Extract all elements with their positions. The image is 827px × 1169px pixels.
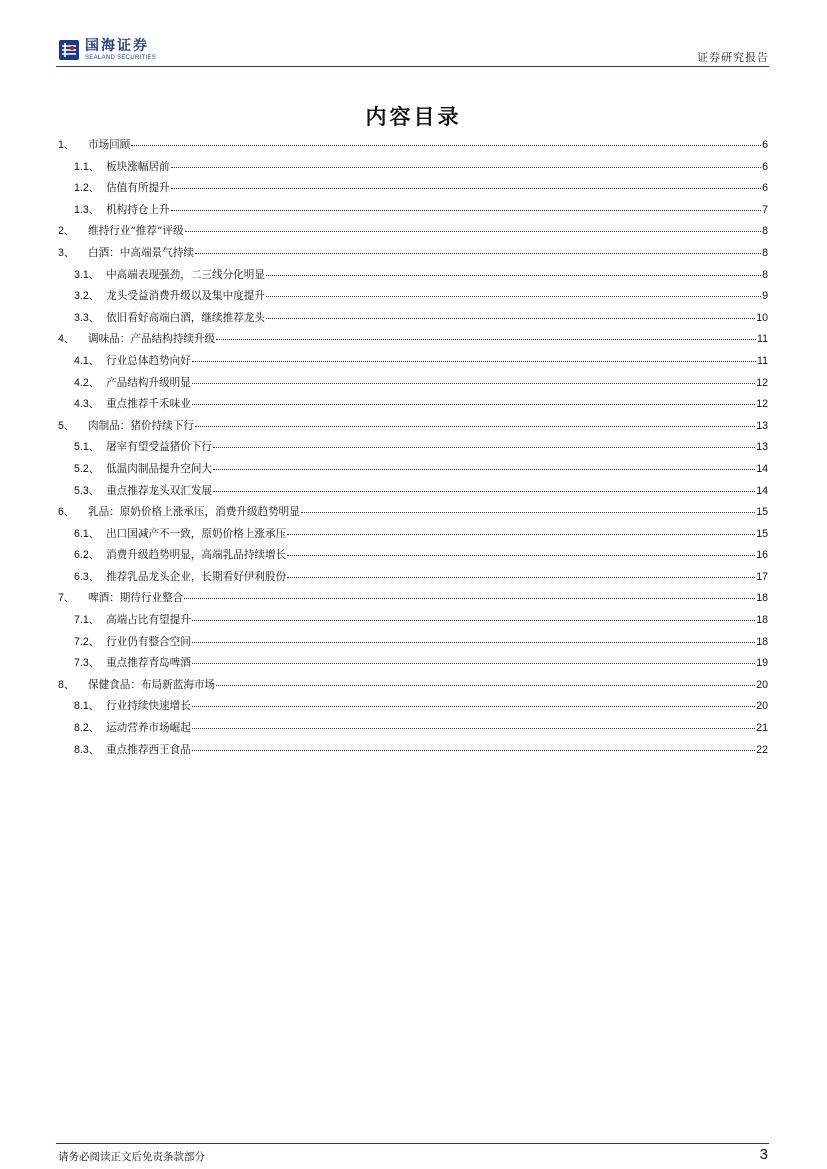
toc-entry-page: 6 bbox=[762, 182, 768, 195]
logo-chinese-name: 国海证券 bbox=[85, 38, 149, 54]
toc-entry-page: 21 bbox=[756, 722, 768, 735]
toc-dot-leader bbox=[213, 469, 755, 470]
toc-entry-page: 11 bbox=[757, 333, 768, 346]
toc-entry-title: 行业持续快速增长 bbox=[106, 700, 191, 713]
toc-entry-title: 低温肉制品提升空间大 bbox=[106, 462, 213, 475]
toc-entry-title: 重点推荐西王食品 bbox=[106, 743, 191, 756]
toc-dot-leader bbox=[287, 577, 755, 578]
toc-entry-title: 白酒：中高端景气持续 bbox=[87, 246, 194, 259]
toc-entry-number: 8.1、 bbox=[74, 700, 100, 713]
toc-entry[interactable] bbox=[58, 331, 768, 353]
toc-entry-number: 4.3、 bbox=[74, 398, 100, 411]
toc-dot-leader bbox=[185, 231, 762, 232]
toc-dot-leader bbox=[195, 426, 755, 427]
toc-entry-page: 14 bbox=[756, 462, 768, 475]
toc-entry-page: 14 bbox=[756, 484, 768, 497]
toc-entry-title: 行业仍有整合空间 bbox=[106, 635, 191, 648]
toc-dot-leader bbox=[192, 728, 755, 729]
toc-entry-page: 8 bbox=[762, 246, 768, 259]
toc-entry-page: 18 bbox=[756, 614, 768, 627]
toc-entry-page: 17 bbox=[756, 570, 768, 583]
toc-entry-page: 20 bbox=[756, 678, 768, 691]
toc-entry[interactable] bbox=[58, 439, 768, 461]
toc-entry-number: 7.3、 bbox=[74, 657, 100, 670]
company-logo bbox=[58, 38, 156, 62]
toc-entry-title: 乳品：原奶价格上涨承压，消费升级趋势明显 bbox=[87, 506, 300, 519]
toc-dot-leader bbox=[171, 167, 761, 168]
toc-entry[interactable] bbox=[58, 742, 768, 764]
toc-entry-number: 6.3、 bbox=[74, 570, 100, 583]
toc-entry[interactable] bbox=[58, 267, 768, 289]
toc-dot-leader bbox=[213, 491, 755, 492]
toc-entry[interactable] bbox=[58, 137, 768, 159]
toc-entry-title: 行业总体趋势向好 bbox=[106, 354, 191, 367]
toc-dot-leader bbox=[216, 685, 755, 686]
toc-entry-title: 重点推荐龙头双汇发展 bbox=[106, 484, 213, 497]
toc-entry-number: 4.2、 bbox=[74, 376, 100, 389]
toc-entry[interactable] bbox=[58, 396, 768, 418]
toc-entry-title: 运动营养市场崛起 bbox=[106, 722, 191, 735]
toc-entry-number: 8.2、 bbox=[74, 722, 100, 735]
toc-entry-page: 20 bbox=[756, 700, 768, 713]
page-header bbox=[0, 0, 827, 70]
toc-entry-page: 19 bbox=[756, 657, 768, 670]
toc-entry-number: 1.2、 bbox=[74, 182, 100, 195]
toc-entry-number: 8.3、 bbox=[74, 743, 100, 756]
footer-divider bbox=[56, 1143, 769, 1144]
toc-entry-page: 6 bbox=[762, 139, 768, 151]
toc-entry-page: 13 bbox=[756, 419, 768, 432]
toc-entry-page: 8 bbox=[762, 268, 768, 281]
logo-english-name: SEALAND SECURITIES bbox=[85, 55, 157, 61]
toc-dot-leader bbox=[131, 145, 761, 146]
toc-entry[interactable] bbox=[58, 353, 768, 375]
toc-entry-number: 5.1、 bbox=[74, 441, 100, 454]
toc-entry-page: 18 bbox=[756, 635, 768, 648]
toc-entry-page: 15 bbox=[756, 527, 768, 540]
toc-entry[interactable] bbox=[58, 720, 768, 742]
toc-entry-page: 7 bbox=[762, 203, 768, 216]
toc-entry-page: 13 bbox=[756, 441, 768, 454]
toc-dot-leader bbox=[301, 512, 755, 513]
toc-entry[interactable] bbox=[58, 504, 768, 526]
toc-entry-title: 消费升级趋势明显，高端乳品持续增长 bbox=[106, 549, 287, 562]
toc-entry-number: 5、 bbox=[58, 419, 75, 432]
toc-dot-leader bbox=[192, 663, 755, 664]
toc-entry-title: 维持行业“推荐”评级 bbox=[87, 225, 184, 238]
report-type-label: 证券研究报告 bbox=[697, 51, 769, 64]
toc-entry-title: 重点推荐青岛啤酒 bbox=[106, 657, 191, 670]
toc-dot-leader bbox=[266, 318, 755, 319]
toc-entry-number: 6.1、 bbox=[74, 527, 100, 540]
toc-entry-title: 调味品：产品结构持续升级 bbox=[87, 333, 216, 346]
toc-dot-leader bbox=[192, 383, 755, 384]
toc-dot-leader bbox=[192, 750, 755, 751]
toc-entry-number: 3.2、 bbox=[74, 290, 100, 303]
sealand-logo-icon bbox=[58, 39, 80, 61]
toc-dot-leader bbox=[266, 275, 761, 276]
toc-entry-title: 中高端表现强劲，二三线分化明显 bbox=[106, 268, 265, 281]
toc-entry-page: 18 bbox=[756, 592, 768, 605]
toc-entry-number: 4、 bbox=[58, 333, 75, 346]
toc-entry-page: 15 bbox=[756, 506, 768, 519]
toc-entry-number: 8、 bbox=[58, 678, 75, 691]
toc-entry[interactable] bbox=[58, 590, 768, 612]
toc-entry[interactable] bbox=[58, 245, 768, 267]
toc-entry-title: 屠宰有望受益猪价下行 bbox=[106, 441, 213, 454]
toc-entry-page: 12 bbox=[756, 376, 768, 389]
toc-entry[interactable] bbox=[58, 375, 768, 397]
toc-entry-page: 9 bbox=[762, 290, 768, 303]
toc-entry-title: 估值有所提升 bbox=[106, 182, 170, 195]
toc-entry-title: 啤酒：期待行业整合 bbox=[87, 592, 184, 605]
toc-entry[interactable] bbox=[58, 483, 768, 505]
toc-entry-number: 7.2、 bbox=[74, 635, 100, 648]
toc-entry-page: 11 bbox=[757, 354, 768, 367]
footer-page-number: 3 bbox=[759, 1146, 768, 1163]
toc-entry[interactable] bbox=[58, 677, 768, 699]
toc-entry-title: 市场回顾 bbox=[87, 139, 131, 151]
toc-entry[interactable] bbox=[58, 202, 768, 224]
toc-dot-leader bbox=[266, 296, 761, 297]
toc-entry[interactable] bbox=[58, 547, 768, 569]
toc-entry[interactable] bbox=[58, 634, 768, 656]
toc-entry-number: 3.3、 bbox=[74, 311, 100, 324]
toc-entry-number: 1.3、 bbox=[74, 203, 100, 216]
header-divider bbox=[56, 66, 769, 67]
toc-entry[interactable] bbox=[58, 698, 768, 720]
toc-entry-title: 出口国减产不一致，原奶价格上涨承压 bbox=[106, 527, 287, 540]
toc-entry-page: 6 bbox=[762, 160, 768, 173]
table-of-contents bbox=[58, 137, 768, 763]
toc-entry-number: 3.1、 bbox=[74, 268, 100, 281]
toc-entry[interactable] bbox=[58, 418, 768, 440]
toc-entry[interactable] bbox=[58, 180, 768, 202]
toc-entry[interactable] bbox=[58, 526, 768, 548]
toc-entry-page: 8 bbox=[762, 225, 768, 238]
toc-entry-number: 1、 bbox=[58, 139, 75, 151]
toc-entry[interactable] bbox=[58, 461, 768, 483]
toc-dot-leader bbox=[216, 339, 756, 340]
toc-entry[interactable] bbox=[58, 569, 768, 591]
toc-entry-title: 产品结构升级明显 bbox=[106, 376, 191, 389]
toc-entry-title: 龙头受益消费升级以及集中度提升 bbox=[106, 290, 265, 303]
footer-disclaimer: 请务必阅读正文后免责条款部分 bbox=[58, 1151, 205, 1163]
toc-entry[interactable] bbox=[58, 159, 768, 181]
toc-entry-title: 推荐乳品龙头企业，长期看好伊利股份 bbox=[106, 570, 287, 583]
toc-entry-title: 高端占比有望提升 bbox=[106, 614, 191, 627]
toc-entry[interactable] bbox=[58, 655, 768, 677]
toc-entry[interactable] bbox=[58, 612, 768, 634]
toc-entry-page: 22 bbox=[756, 743, 768, 756]
toc-entry-title: 重点推荐千禾味业 bbox=[106, 398, 191, 411]
toc-dot-leader bbox=[171, 188, 761, 189]
toc-dot-leader bbox=[192, 620, 755, 621]
toc-entry[interactable] bbox=[58, 223, 768, 245]
page-title: 内容目录 bbox=[365, 105, 462, 129]
toc-entry-page: 10 bbox=[756, 311, 768, 324]
toc-entry-title: 肉制品：猪价持续下行 bbox=[87, 419, 194, 432]
toc-dot-leader bbox=[287, 555, 755, 556]
toc-entry-number: 1.1、 bbox=[74, 160, 100, 173]
toc-dot-leader bbox=[184, 598, 755, 599]
toc-dot-leader bbox=[192, 361, 756, 362]
toc-entry-title: 机构持仓上升 bbox=[106, 203, 170, 216]
toc-dot-leader bbox=[213, 447, 755, 448]
toc-entry-number: 6、 bbox=[58, 506, 75, 519]
toc-entry-title: 保健食品：布局新蓝海市场 bbox=[87, 678, 216, 691]
toc-entry-number: 7.1、 bbox=[74, 614, 100, 627]
toc-entry[interactable] bbox=[58, 288, 768, 310]
toc-entry-number: 3、 bbox=[58, 246, 75, 259]
toc-entry-title: 依旧看好高端白酒，继续推荐龙头 bbox=[106, 311, 265, 324]
toc-entry-number: 5.2、 bbox=[74, 462, 100, 475]
toc-entry-title: 板块涨幅居前 bbox=[106, 160, 170, 173]
toc-dot-leader bbox=[195, 253, 761, 254]
toc-entry-page: 16 bbox=[756, 549, 768, 562]
toc-dot-leader bbox=[192, 404, 755, 405]
toc-entry-number: 4.1、 bbox=[74, 354, 100, 367]
toc-dot-leader bbox=[192, 642, 755, 643]
toc-dot-leader bbox=[287, 534, 755, 535]
toc-dot-leader bbox=[171, 210, 761, 211]
toc-entry-number: 5.3、 bbox=[74, 484, 100, 497]
toc-entry-number: 7、 bbox=[58, 592, 75, 605]
toc-entry-page: 12 bbox=[756, 398, 768, 411]
toc-dot-leader bbox=[192, 706, 755, 707]
toc-entry-number: 2、 bbox=[58, 225, 75, 238]
toc-entry-number: 6.2、 bbox=[74, 549, 100, 562]
toc-entry[interactable] bbox=[58, 310, 768, 332]
